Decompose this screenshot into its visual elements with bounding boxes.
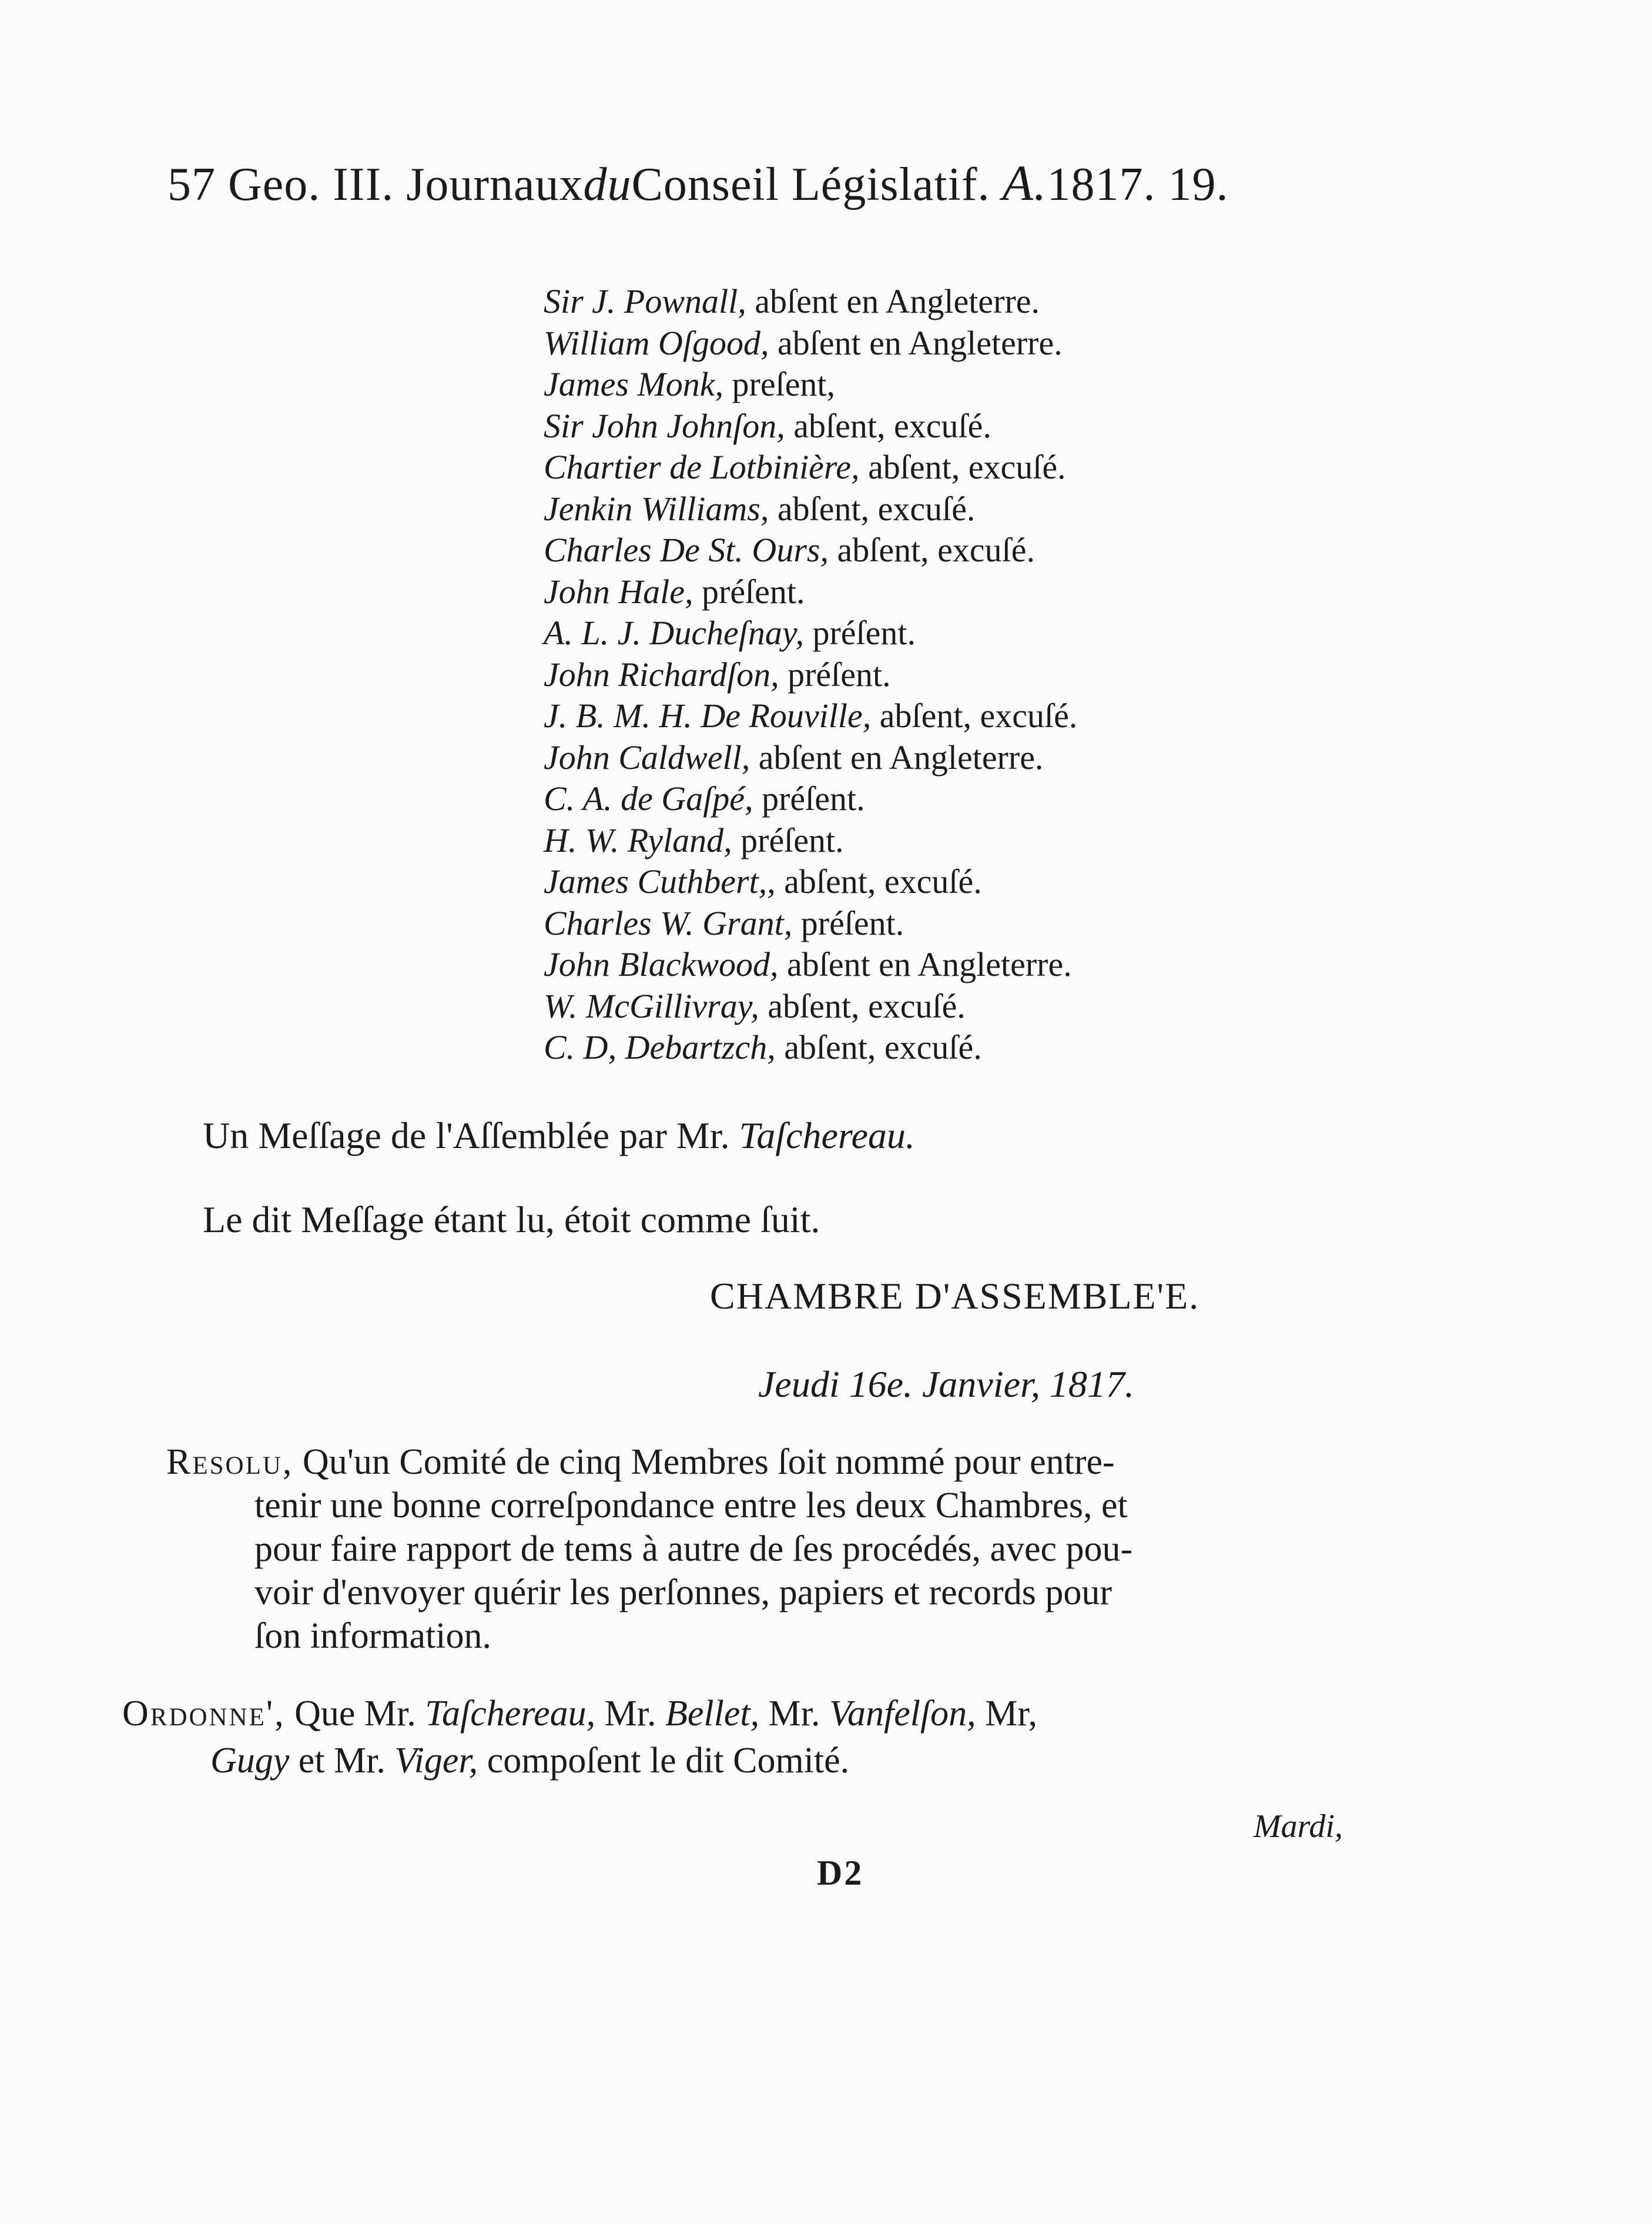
message-read-line: Le dit Meſſage étant lu, étoit comme ſuit.: [203, 1199, 820, 1240]
council-name: Conseil Législatif.: [631, 159, 990, 210]
order-paragraph: Ordonne', Que Mr. Taſchereau, Mr. Bellet, Mr. Vanfelſon, Mr, Gugy et Mr. Viger, compoſent le dit Comité.: [122, 1694, 1037, 1781]
roll-entry: John Richardſon, préſent.: [544, 655, 891, 694]
du-word: du: [583, 159, 632, 210]
roll-entry: A. L. J. Ducheſnay, préſent.: [544, 614, 916, 652]
roll-entry: John Hale, préſent.: [544, 572, 805, 611]
roll-entry: C. D, Debartzch, abſent, excuſé.: [544, 1028, 982, 1066]
roll-entry: W. McGillivray, abſent, excuſé.: [544, 986, 966, 1025]
roll-entry: C. A. de Gaſpé, préſent.: [544, 779, 865, 818]
roll-entry: Sir J. Pownall, abſent en Angleterre.: [544, 282, 1040, 320]
resolution-paragraph: Resolu, Qu'un Comité de cinq Membres ſoit nommé pour entre- tenir une bonne correſpondance entre les deux Chambres, et pour faire rapport de tems à autre de ſes procédés, avec pou- voir d'envoyer quérir les perſonnes, papiers et records pour ſon information.: [166, 1442, 1133, 1656]
ordonne-lead: Ordonne',: [122, 1694, 286, 1734]
chamber-heading: CHAMBRE D'ASSEMBLE'E.: [710, 1275, 1200, 1317]
anno-mark: A.: [1002, 155, 1047, 211]
resolu-lead: Resolu,: [166, 1442, 294, 1482]
roll-entry: John Blackwood, abſent en Angleterre.: [544, 945, 1072, 983]
roll-entry: Charles W. Grant, préſent.: [544, 904, 904, 942]
roll-entry: H. W. Ryland, préſent.: [544, 821, 844, 859]
roll-entry: John Caldwell, abſent en Angleterre.: [544, 738, 1044, 777]
roll-entry: Jenkin Williams, abſent, excuſé.: [544, 489, 976, 528]
roll-entry: Charles De St. Ours, abſent, excuſé.: [544, 531, 1036, 569]
header-year: 1817.: [1047, 159, 1156, 210]
message-sender: Taſchereau.: [739, 1115, 915, 1156]
message-line: Un Meſſage de l'Aſſemblée par Mr. Taſchereau.: [203, 1115, 915, 1156]
signature-mark: D2: [817, 1853, 864, 1892]
roll-entry: J. B. M. H. De Rouville, abſent, excuſé.: [544, 697, 1078, 735]
attendance-roll: [544, 281, 1077, 1069]
page-number: 19.: [1168, 159, 1229, 210]
journal-word: Journaux: [406, 159, 584, 210]
message-date: Jeudi 16e. Janvier, 1817.: [758, 1363, 1134, 1405]
roll-entry: James Monk, preſent,: [544, 365, 836, 403]
roll-entry: James Cuthbert,, abſent, excuſé.: [544, 862, 982, 901]
catchword: Mardi,: [1254, 1808, 1343, 1845]
running-header: [167, 155, 1390, 211]
roll-entry: Chartier de Lotbinière, abſent, excuſé.: [544, 448, 1066, 486]
roll-entry: Sir John Johnſon, abſent, excuſé.: [544, 406, 991, 445]
roll-entry: William Oſgood, abſent en Angleterre.: [544, 323, 1063, 362]
regnal-year: 57 Geo. III.: [167, 159, 394, 210]
